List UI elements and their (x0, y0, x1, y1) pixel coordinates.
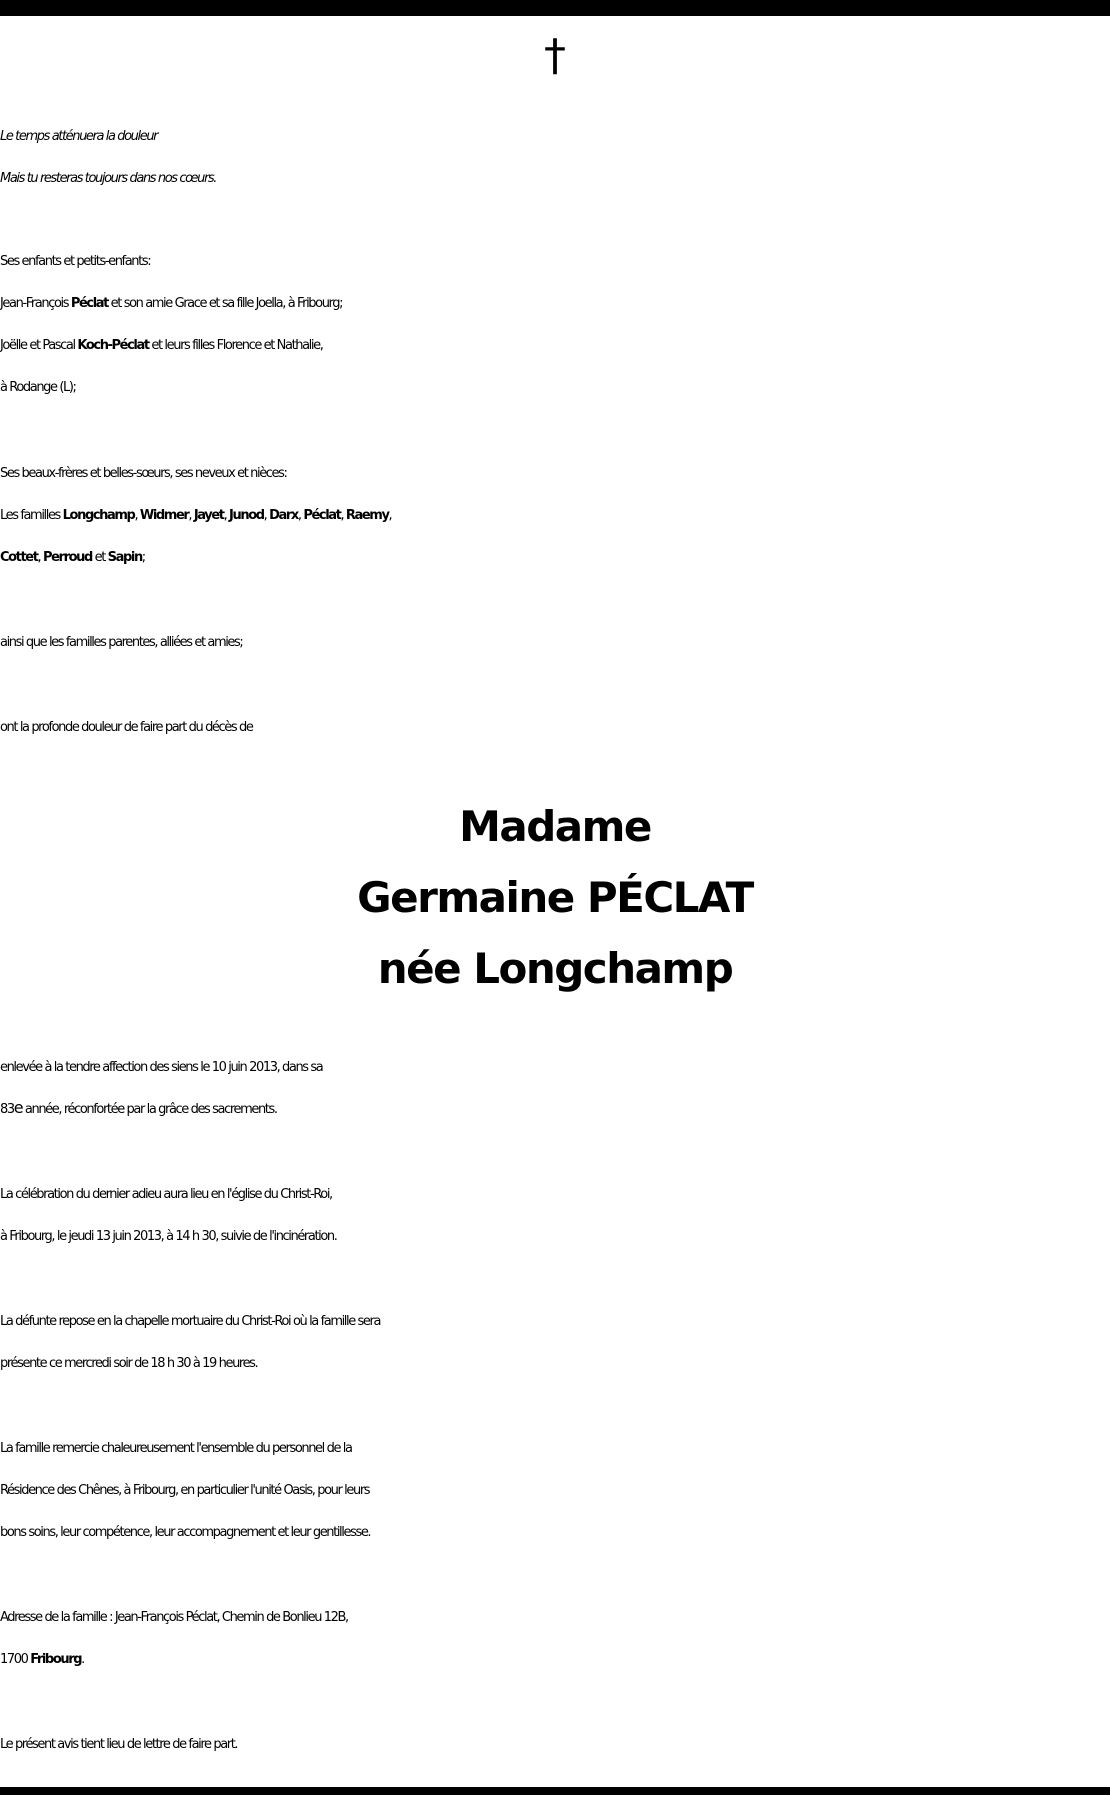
relatives-line: ainsi que les familles parentes, alliées et amies; (0, 635, 243, 650)
age-number: 83 (0, 1102, 14, 1117)
text-run: et (91, 550, 108, 565)
separator: ; (141, 550, 145, 565)
separator: , (37, 550, 44, 565)
thanks-line-1: La famille remercie chaleureusement l'ensemble du personnel de la (0, 1441, 352, 1456)
family-name: Sapin (107, 550, 142, 565)
visitation-details (0, 1301, 1110, 1385)
thanks-line-2: Résidence des Chênes, à Fribourg, en particulier l'unité Oasis, pour leurs (0, 1483, 370, 1498)
separator: , (134, 508, 140, 523)
thanks-line-3: bons soins, leur compétence, leur accompagnement et leur gentillesse. (0, 1525, 371, 1540)
text-run: Les familles (0, 508, 63, 523)
deceased-name: Germaine PÉCLAT (357, 873, 753, 922)
family-name: Junod (229, 508, 264, 523)
death-line-2 (0, 1089, 1110, 1131)
separator: , (297, 508, 304, 523)
family-name: Jayet (193, 508, 224, 523)
cross-icon: † (544, 30, 566, 81)
children-section (0, 241, 1110, 409)
family-name: Cottet (0, 550, 38, 565)
family-name: Perroud (43, 550, 92, 565)
thanks-paragraph (0, 1428, 1110, 1554)
text-run: . (81, 1652, 84, 1667)
separator: , (388, 508, 392, 523)
epigraph (0, 116, 1110, 200)
family-name: Péclat (303, 508, 341, 523)
family-address (0, 1597, 1110, 1681)
families-line-2 (0, 537, 1110, 579)
deceased-title: Madame (459, 802, 651, 851)
death-line-1: enlevée à la tendre affection des siens le 10 juin 2013, dans sa (0, 1060, 323, 1075)
siblings-section (0, 453, 1110, 579)
ceremony-line-1: La célébration du dernier adieu aura lieu en l'église du Christ-Roi, (0, 1187, 332, 1202)
ceremony-details (0, 1174, 1110, 1258)
children-line-1 (0, 283, 1110, 325)
family-name: Darx (269, 508, 298, 523)
city-name: Fribourg (30, 1652, 82, 1667)
text-run: et leurs filles Florence et Nathalie, (148, 338, 323, 353)
epigraph-line-1: Le temps atténuera la douleur (0, 129, 158, 144)
text-run: année, réconfortée par la grâce des sacrements. (22, 1102, 277, 1117)
visitation-line-2: présente ce mercredi soir de 18 h 30 à 19 heures. (0, 1356, 258, 1371)
death-details (0, 1047, 1110, 1131)
address-line-1: Adresse de la famille : Jean-François Péclat, Chemin de Bonlieu 12B, (0, 1610, 348, 1625)
ceremony-line-2: à Fribourg, le jeudi 13 juin 2013, à 14 h 30, suivie de l'incinération. (0, 1229, 337, 1244)
bottom-border (0, 1787, 1110, 1795)
family-name: Koch-Péclat (77, 338, 149, 353)
family-name: Longchamp (62, 508, 135, 523)
family-name: Péclat (70, 296, 108, 311)
separator: , (340, 508, 346, 523)
text-run: 1700 (0, 1652, 31, 1667)
separator: , (263, 508, 270, 523)
announcement-line: ont la profonde douleur de faire part du décès de (0, 720, 253, 735)
epigraph-line-2: Mais tu resteras toujours dans nos cœurs. (0, 171, 217, 186)
text-run: et son amie Grace et sa fille Joella, à Fribourg; (107, 296, 343, 311)
families-line-1 (0, 495, 1110, 537)
separator: , (223, 508, 230, 523)
address-line-2 (0, 1639, 1110, 1681)
closing-line: Le présent avis tient lieu de lettre de faire part. (0, 1737, 238, 1752)
siblings-heading: Ses beaux-frères et belles-sœurs, ses neveux et nièces: (0, 466, 287, 481)
text-run: Jean-François (0, 296, 71, 311)
family-name: Raemy (345, 508, 389, 523)
children-line-3: à Rodange (L); (0, 380, 76, 395)
text-run: Joëlle et Pascal (0, 338, 78, 353)
deceased-maiden-name: née Longchamp (377, 944, 733, 993)
children-heading: Ses enfants et petits-enfants: (0, 254, 151, 269)
visitation-line-1: La défunte repose en la chapelle mortuaire du Christ-Roi où la famille sera (0, 1314, 381, 1329)
children-line-2 (0, 325, 1110, 367)
top-border (0, 0, 1110, 16)
separator: , (188, 508, 194, 523)
family-name: Widmer (139, 508, 189, 523)
ordinal-suffix: e (13, 1098, 23, 1117)
